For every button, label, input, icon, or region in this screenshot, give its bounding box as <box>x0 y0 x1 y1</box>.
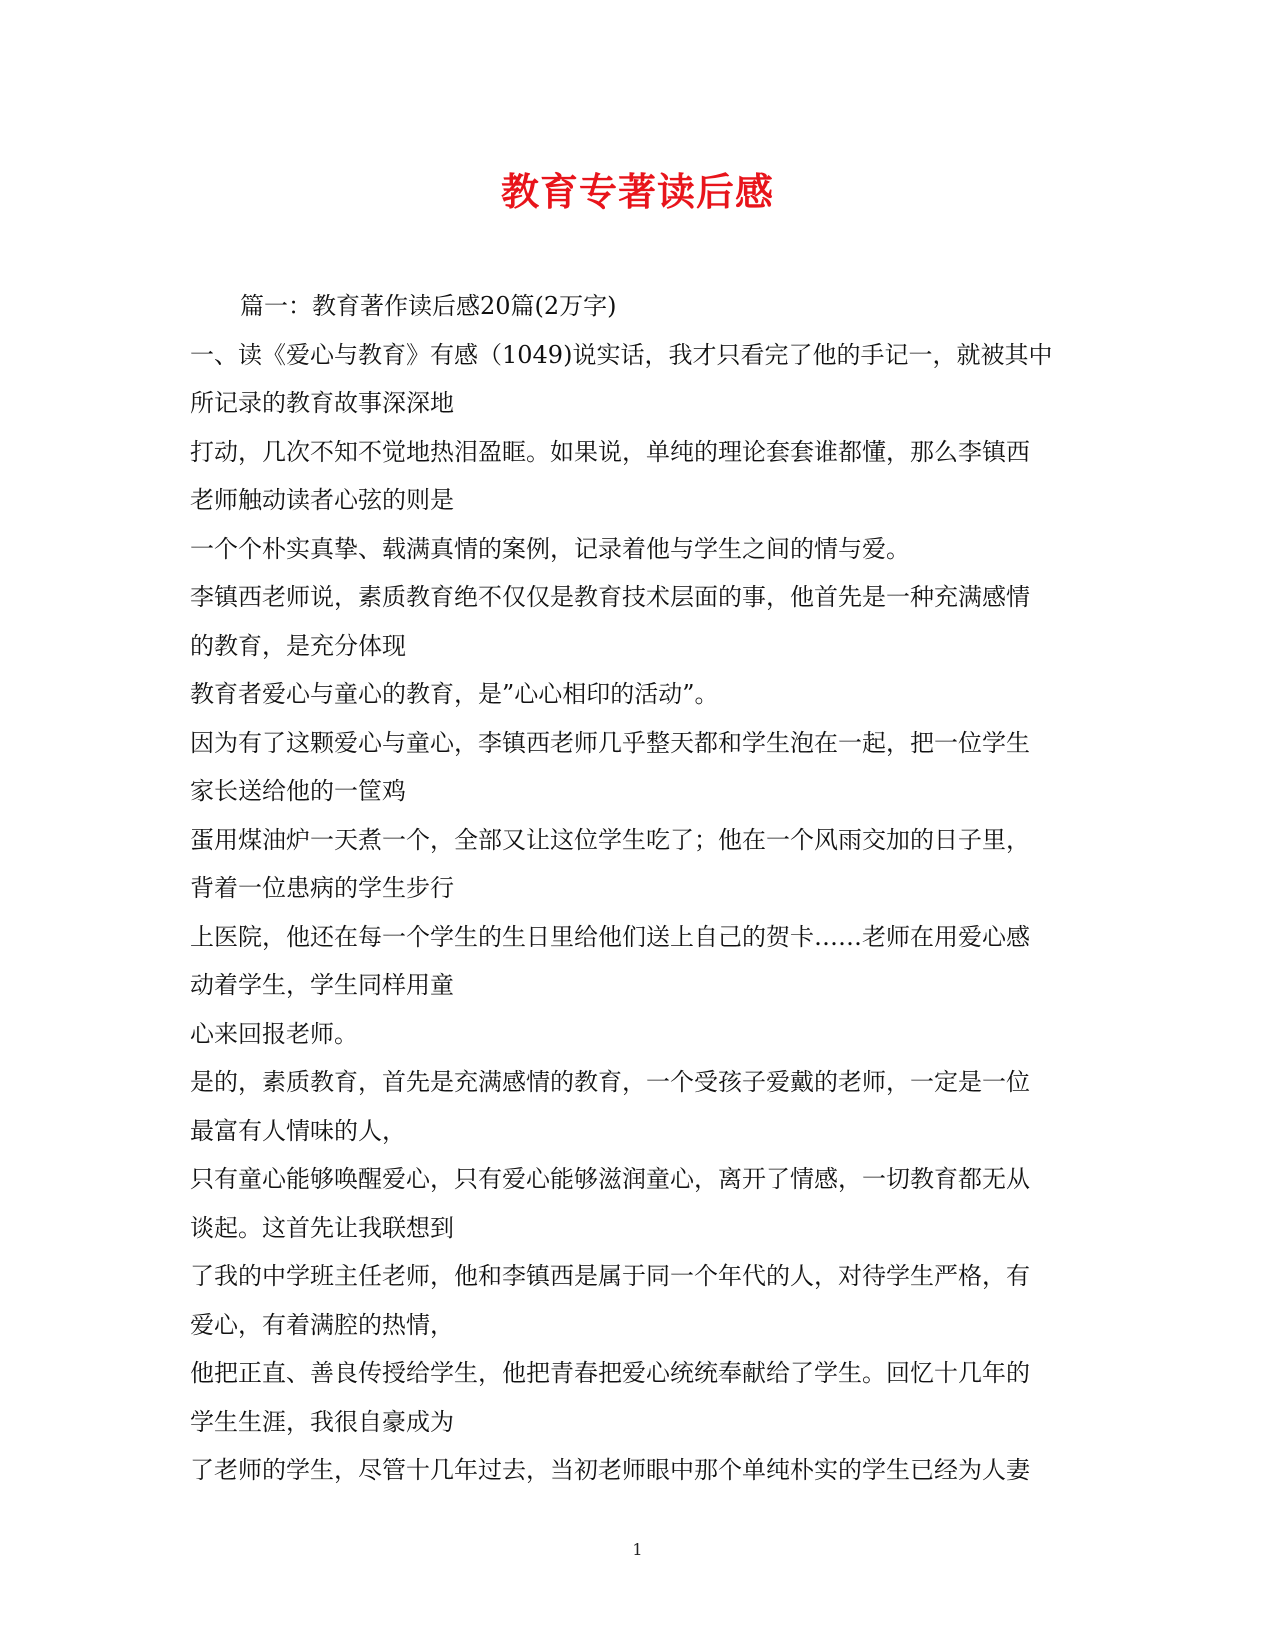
body-line: 心来回报老师。 <box>190 1019 358 1048</box>
document-body <box>190 282 1090 1495</box>
body-line: 谈起。这首先让我联想到 <box>190 1213 454 1242</box>
body-line: 背着一位患病的学生步行 <box>190 874 454 902</box>
body-line: 一、读《爱心与教育》有感（1049)说实话，我才只看完了他的手记一，就被其中 <box>190 340 1053 369</box>
page-number: 1 <box>632 1540 643 1559</box>
body-line: 动着学生，学生同样用童 <box>190 971 454 999</box>
body-line: 只有童心能够唤醒爱心，只有爱心能够滋润童心，离开了情感，一切教育都无从 <box>190 1165 1030 1193</box>
body-line: 家长送给他的一筐鸡 <box>190 777 406 805</box>
body-line: 是的，素质教育，首先是充满感情的教育，一个受孩子爱戴的老师，一定是一位 <box>190 1068 1030 1096</box>
body-line: 李镇西老师说，素质教育绝不仅仅是教育技术层面的事，他首先是一种充满感情 <box>190 583 1030 611</box>
body-line: 他把正直、善良传授给学生，他把青春把爱心统统奉献给了学生。回忆十几年的 <box>190 1359 1030 1387</box>
body-line: 教育者爱心与童心的教育，是”心心相印的活动”。 <box>190 680 719 708</box>
body-line: 蛋用煤油炉一天煮一个，全部又让这位学生吃了；他在一个风雨交加的日子里， <box>190 825 1030 854</box>
body-line: 老师触动读者心弦的则是 <box>190 486 454 514</box>
body-line: 了老师的学生，尽管十几年过去，当初老师眼中那个单纯朴实的学生已经为人妻 <box>190 1456 1030 1484</box>
body-line: 学生生涯，我很自豪成为 <box>190 1407 454 1436</box>
body-line: 因为有了这颗爱心与童心，李镇西老师几乎整天都和学生泡在一起，把一位学生 <box>190 728 1030 757</box>
body-line: 一个个朴实真挚、载满真情的案例，记录着他与学生之间的情与爱。 <box>190 534 910 563</box>
body-line: 爱心，有着满腔的热情， <box>190 1310 454 1339</box>
body-line: 的教育，是充分体现 <box>190 631 406 660</box>
body-line: 打动，几次不知不觉地热泪盈眶。如果说，单纯的理论套套谁都懂，那么李镇西 <box>190 437 1030 466</box>
body-line: 上医院，他还在每一个学生的生日里给他们送上自己的贺卡……老师在用爱心感 <box>190 922 1030 951</box>
document-title: 教育专著读后感 <box>500 169 774 214</box>
section-heading: 篇一：教育著作读后感20篇(2万字) <box>240 292 617 320</box>
body-line: 了我的中学班主任老师，他和李镇西是属于同一个年代的人，对待学生严格，有 <box>190 1262 1030 1290</box>
body-line: 所记录的教育故事深深地 <box>190 389 454 417</box>
body-line: 最富有人情味的人， <box>190 1116 406 1145</box>
